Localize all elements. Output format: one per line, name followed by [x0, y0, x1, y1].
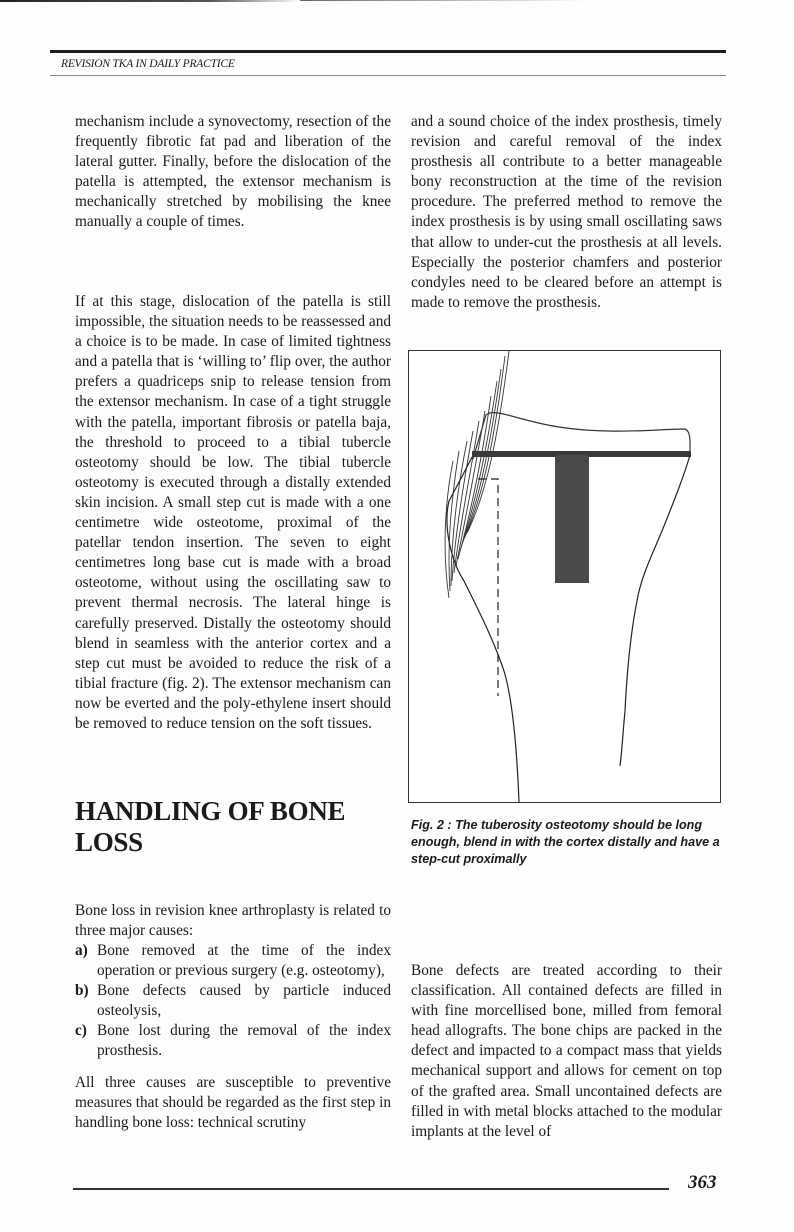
list-item [75, 981, 391, 1021]
list-label: a) [75, 942, 88, 959]
causes-list [75, 941, 391, 1062]
tibial-stem [555, 455, 589, 583]
tibia-osteotomy-illustration [409, 351, 720, 802]
tibia-anterior-cortex [447, 457, 519, 802]
list-label: b) [75, 982, 89, 1000]
paragraph: Bone defects are treated according to their classification. All contained defects are filled in with fine morcellised bone, milled from femoral head allografts. The bone chips are packed in the defect and impacted to a compact mass that yields mechanical support and allows for cement on top of the grafted area. Small uncontained defects are filled in with metal blocks attached to the modular implants at the level of [411, 962, 722, 1140]
paragraph: All three causes are susceptible to preventive measures that should be regarded as the first step in handling bone loss: technical scrutiny [75, 1074, 391, 1132]
list-item [75, 1021, 391, 1061]
scan-edge-shadow [0, 0, 300, 2]
page-number: 363 [688, 1172, 717, 1193]
paragraph: Bone loss in revision knee arthroplasty is related to three major causes: [75, 902, 391, 940]
section-heading: HANDLING OF BONE LOSS [75, 796, 346, 857]
osteotomy-cut-line [478, 479, 498, 696]
paragraph: mechanism include a synovectomy, resection of the frequently fibrotic fat pad and liberation of the lateral gutter. Finally, before the dislocation of the patella is attempted, the extensor mechanism is mechanically stretched by mobilising the knee manually a couple of times. [75, 113, 391, 231]
footer-rule [73, 1188, 669, 1190]
list-text: Bone defects caused by particle induced osteolysis, [97, 982, 391, 1020]
figure-caption: Fig. 2 : The tuberosity osteotomy should be long enough, blend in with the cortex distally and have a step-cut proximally [411, 818, 720, 866]
header-rule [50, 50, 726, 53]
list-label: c) [75, 1022, 87, 1040]
list-text: Bone lost during the removal of the index prosthesis. [97, 1022, 391, 1060]
tibia-posterior-cortex [620, 455, 690, 766]
scan-edge-shadow [300, 0, 590, 1]
paragraph: If at this stage, dislocation of the patella is still impossible, the situation needs to be reassessed and a choice is to be made. In case of limited tightness and a patella that is ‘willing to’ flip over, the author prefers a quadriceps snip to release tension from the extensor mechanism. In case of a tight struggle with the patella, important fibrosis or patella baja, the threshold to proceed to a tibial tubercle osteotomy should be low. The tibial tubercle osteotomy is executed through a distally extended skin incision. A small step cut is made with a one centimetre wide osteotome, proximal of the patellar tendon insertion. The seven to eight centimetres long base cut is made with a broad osteotome, without using the oscillating saw to prevent thermal necrosis. The lateral hinge is carefully preserved. Distally the osteotomy should blend in seamless with the anterior cortex and a step cut must be avoided to reduce the risk of a tibial fracture (fig. 2). The extensor mechanism can now be everted and the poly-ethylene insert should be removed to reduce tension on the soft tissues. [75, 293, 391, 732]
paragraph: and a sound choice of the index prosthesis, timely revision and careful removal of the index prosthesis all contribute to a better manageable bony reconstruction at the time of the revision procedure. The preferred method to remove the index prosthesis is by using small oscillating saws that allow to under-cut the prosthesis at all levels. Especially the posterior chamfers and posterior condyles need to be cleared before an attempt is made to remove the prosthesis. [411, 113, 722, 311]
list-text: Bone removed at the time of the index operation or previous surgery (e.g. osteotomy), [97, 942, 391, 980]
figure-2 [408, 350, 721, 803]
list-item [75, 941, 391, 981]
header-rule-thin [50, 75, 726, 76]
running-head: REVISION TKA IN DAILY PRACTICE [61, 58, 235, 70]
